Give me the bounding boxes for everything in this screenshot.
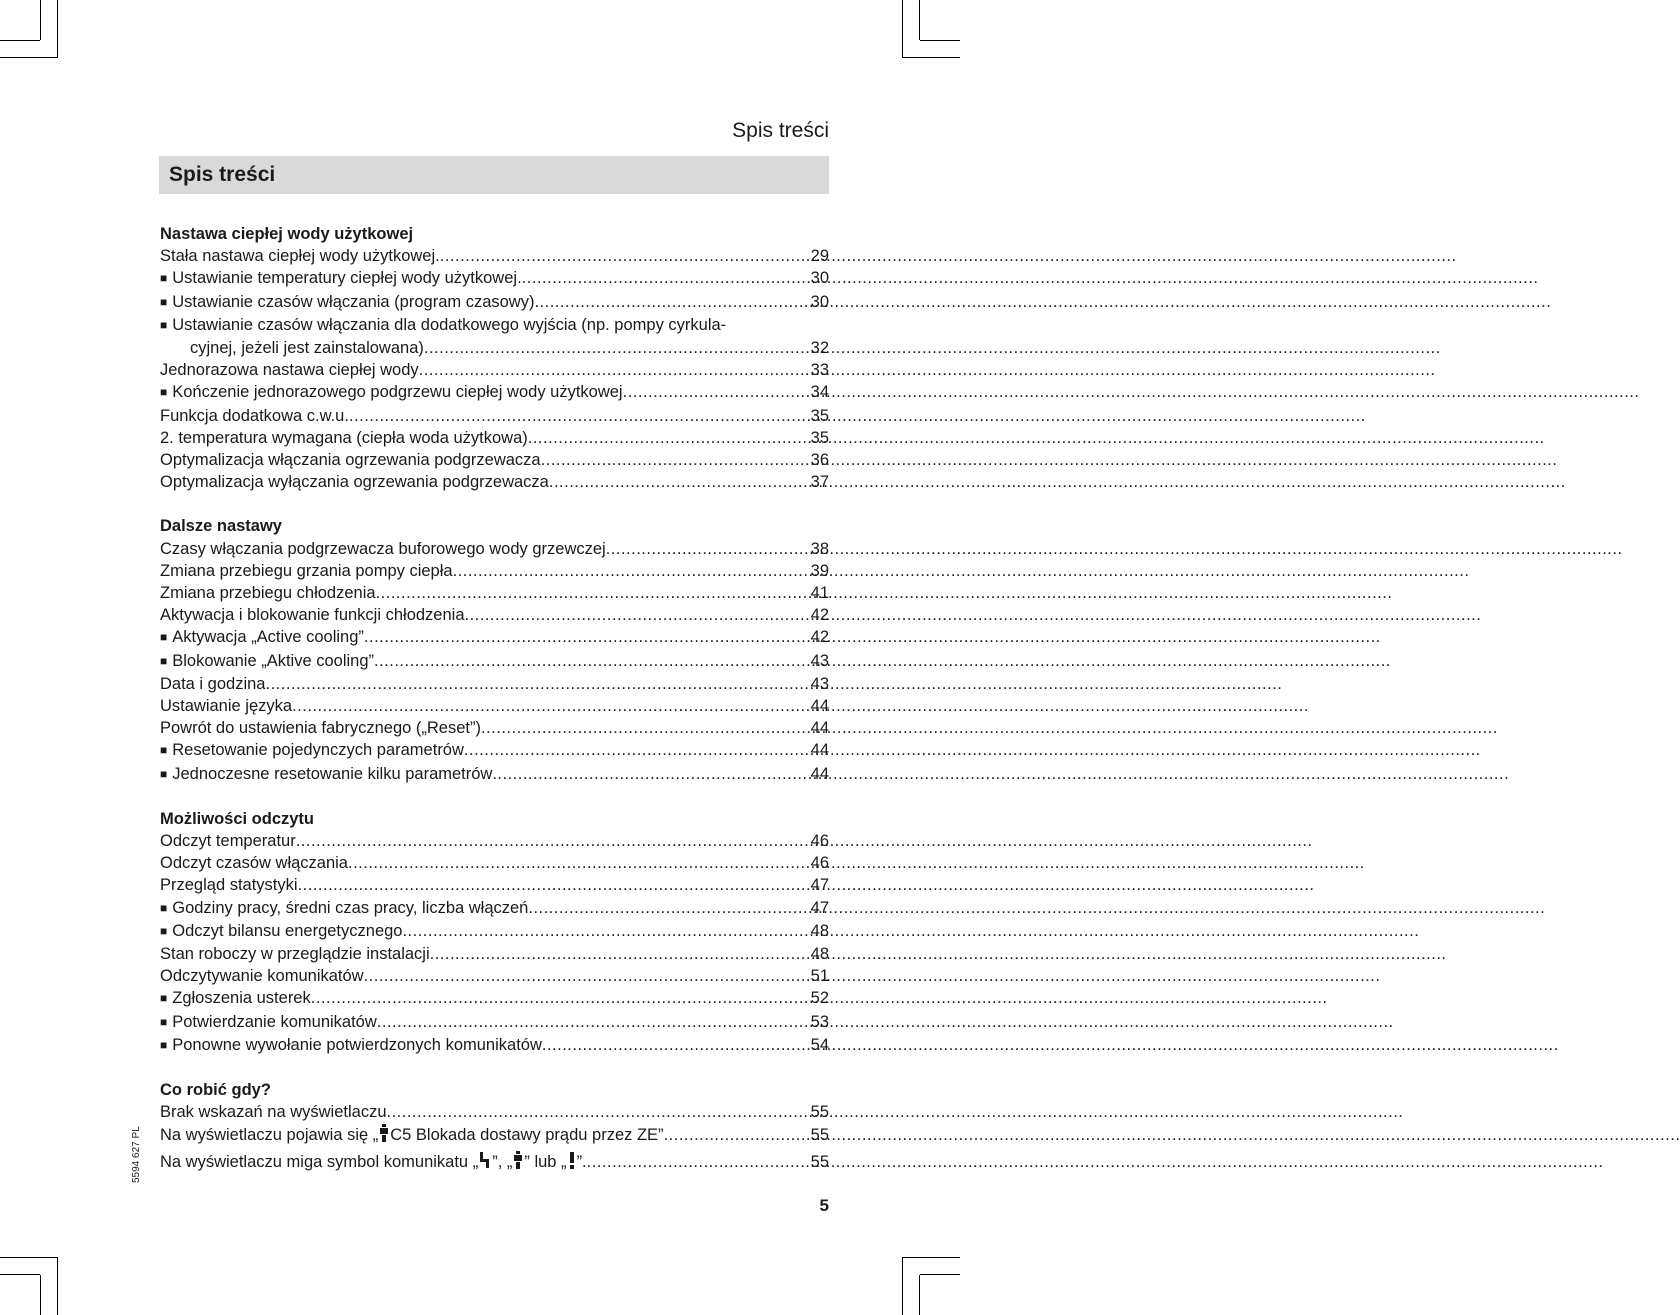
toc-entry[interactable] — [160, 245, 829, 267]
toc-entry[interactable] — [160, 582, 829, 604]
toc-entry-label: Optymalizacja wyłączania ogrzewania podgrzewacza — [160, 473, 549, 492]
toc-section — [160, 223, 829, 493]
toc-page-number: 44 — [810, 697, 829, 716]
toc-entry[interactable] — [160, 1123, 829, 1150]
service-plug-icon — [513, 1151, 523, 1177]
bullet-square-icon: ■ — [160, 653, 168, 668]
crop-mark-top-left-h — [0, 40, 40, 41]
toc-entry[interactable] — [160, 267, 829, 290]
crop-mark-top-left-h2 — [0, 57, 58, 58]
toc-entry[interactable] — [160, 1011, 829, 1034]
toc-page-number: 42 — [810, 606, 829, 625]
leader-dots — [453, 560, 793, 582]
toc-entry-label: Zgłoszenia usterek — [172, 989, 311, 1008]
toc-page-number: 29 — [810, 247, 829, 266]
toc-entry[interactable] — [160, 874, 829, 896]
leader-dots — [465, 604, 794, 626]
toc-page-number: 53 — [810, 1012, 829, 1031]
toc-page-number: 42 — [810, 628, 829, 647]
toc-entry-label: Data i godzina — [160, 674, 266, 693]
toc-page-number: 32 — [810, 339, 829, 357]
toc-entry-label: Przegląd statystyki — [160, 876, 298, 895]
toc-entry-text — [160, 717, 481, 739]
crop-mark-top-right-h2 — [902, 57, 960, 58]
toc-section-heading: Dalsze nastawy — [160, 517, 282, 536]
toc-page-number: 37 — [810, 473, 829, 492]
toc-entry-label: Kończenie jednorazowego podgrzewu ciepłej wody użytkowej — [172, 383, 623, 402]
toc-page-number: 51 — [810, 967, 829, 986]
toc-entry[interactable] — [160, 337, 829, 359]
leader-dots — [528, 427, 793, 449]
leader-dots — [377, 1011, 793, 1033]
bullet-square-icon: ■ — [160, 1037, 168, 1052]
toc-entry[interactable] — [160, 763, 829, 786]
toc-entry-text — [160, 604, 465, 626]
service-plug-icon — [379, 1124, 389, 1150]
toc-entry-text — [160, 1011, 377, 1034]
toc-page-number: 52 — [810, 989, 829, 1008]
toc-entry-text — [160, 626, 364, 649]
toc-entry-label: Resetowanie pojedynczych parametrów — [172, 741, 464, 760]
toc-section — [160, 808, 829, 1057]
crop-mark-top-left-v2 — [40, 0, 41, 40]
toc-entry-label: Na wyświetlaczu miga symbol komunikatu „ — [160, 1153, 479, 1172]
toc-entry[interactable] — [160, 449, 829, 471]
crop-mark-bottom-right-h — [902, 1257, 960, 1258]
toc-entry-text — [160, 1150, 587, 1177]
toc-page-number: 35 — [810, 428, 829, 447]
leader-dots — [311, 987, 793, 1009]
toc-entry-text — [160, 381, 623, 404]
toc-entry-text — [160, 943, 430, 965]
leader-dots — [349, 405, 793, 427]
chapter-title-band — [159, 156, 829, 194]
toc-entry-text — [160, 1101, 387, 1123]
crop-mark-bottom-right-v — [902, 1257, 903, 1315]
toc-entry-label: Odczyt bilansu energetycznego — [172, 921, 403, 940]
toc-page-number: 55 — [810, 1126, 829, 1145]
toc-entry-label: Funkcja dodatkowa c.w.u. — [160, 406, 349, 425]
toc-entry-label: Aktywacja i blokowanie funkcji chłodzenia — [160, 606, 465, 625]
toc-entry[interactable] — [160, 1150, 829, 1177]
toc-entry-label: Jednoczesne resetowanie kilku parametrów — [172, 764, 493, 783]
toc-entry-text — [160, 560, 453, 582]
toc-entry[interactable] — [160, 830, 829, 852]
bullet-square-icon: ■ — [160, 294, 168, 309]
toc-entry-text — [160, 405, 349, 427]
toc-entry[interactable] — [160, 920, 829, 943]
exclamation-icon — [568, 1151, 576, 1177]
toc-page-number: 44 — [810, 719, 829, 738]
toc-entry[interactable] — [160, 650, 829, 673]
toc-entry-text — [160, 1034, 542, 1057]
crop-mark-bottom-left-v2 — [40, 1275, 41, 1315]
toc-entry-label: Blokowanie „Aktive cooling” — [172, 651, 375, 670]
toc-page-number: 38 — [810, 539, 829, 558]
toc-page-number: 41 — [810, 584, 829, 603]
crop-mark-top-right-h — [920, 40, 960, 41]
toc-entry[interactable] — [160, 626, 829, 649]
leader-dots — [440, 245, 793, 267]
toc-entry[interactable] — [160, 739, 829, 762]
toc-entry[interactable] — [160, 987, 829, 1010]
page-number: 5 — [819, 1196, 829, 1215]
leader-dots — [296, 830, 793, 852]
toc-page-number: 36 — [810, 451, 829, 470]
toc-section-heading: Co robić gdy? — [160, 1081, 271, 1100]
toc-entry-label: Stała nastawa ciepłej wody użytkowej. — [160, 247, 440, 266]
bullet-square-icon: ■ — [160, 743, 168, 758]
toc-entry-text — [160, 965, 364, 987]
table-of-contents — [160, 223, 829, 1199]
leader-dots — [364, 965, 793, 987]
toc-entry-text — [160, 427, 528, 449]
chapter-title: Spis treści — [169, 163, 276, 186]
toc-entry-text — [160, 695, 292, 717]
crop-mark-bottom-right-v2 — [919, 1275, 920, 1315]
toc-entry-label: Optymalizacja włączania ogrzewania podgrzewacza — [160, 451, 541, 470]
toc-entry-label: Ustawianie temperatury ciepłej wody użytkowej. — [172, 269, 522, 288]
toc-page-number: 44 — [810, 741, 829, 760]
toc-entry-label: Aktywacja „Active cooling” — [172, 628, 364, 647]
leader-dots — [481, 717, 793, 739]
leader-dots — [464, 739, 793, 761]
toc-entry-text — [190, 337, 424, 359]
toc-page-number: 46 — [810, 832, 829, 851]
toc-entry[interactable] — [160, 560, 829, 582]
toc-entry-label: Zmiana przebiegu grzania pompy ciepła — [160, 561, 453, 580]
leader-dots — [266, 673, 794, 695]
toc-entry[interactable] — [160, 943, 829, 965]
toc-entry-text — [160, 538, 606, 560]
leader-dots — [492, 763, 793, 785]
toc-entry[interactable] — [160, 852, 829, 874]
toc-entry-label: Zmiana przebiegu chłodzenia — [160, 584, 376, 603]
bullet-square-icon: ■ — [160, 385, 168, 400]
toc-entry[interactable] — [160, 1034, 829, 1057]
toc-entry-label: C5 Blokada dostawy prądu przez ZE” — [390, 1126, 664, 1145]
leader-dots — [430, 943, 793, 965]
toc-entry[interactable] — [160, 604, 829, 626]
toc-entry[interactable] — [160, 695, 829, 717]
bullet-square-icon: ■ — [160, 991, 168, 1006]
toc-entry-label: Powrót do ustawienia fabrycznego („Reset”) — [160, 719, 481, 738]
toc-entry-label: Na wyświetlaczu pojawia się „ — [160, 1126, 379, 1145]
crop-mark-top-left-v — [57, 0, 58, 58]
toc-entry-label: Ustawianie czasów włączania (program czasowy) — [172, 292, 535, 311]
leader-dots — [298, 874, 793, 896]
toc-entry-text — [160, 1123, 664, 1150]
toc-entry-label: Odczytywanie komunikatów — [160, 967, 364, 986]
toc-entry-text — [160, 874, 298, 896]
toc-entry[interactable] — [160, 471, 829, 493]
toc-section-heading: Możliwości odczytu — [160, 809, 315, 828]
leader-dots — [374, 650, 793, 672]
toc-page-number: 44 — [810, 764, 829, 783]
crop-mark-top-right-v2 — [919, 0, 920, 40]
leader-dots — [376, 582, 793, 604]
toc-entry-line1[interactable] — [160, 314, 829, 337]
toc-entry-text — [160, 245, 440, 267]
toc-entry-label: ” lub „ — [524, 1153, 567, 1172]
toc-page-number: 30 — [810, 292, 829, 311]
toc-entry-text — [160, 739, 464, 762]
toc-entry-text — [160, 830, 296, 852]
toc-entry-label: Ustawianie języka — [160, 697, 293, 716]
toc-entry-label: Ustawianie czasów włączania dla dodatkowego wyjścia (np. pompy cyrkula- — [172, 315, 727, 334]
leader-dots — [419, 359, 793, 381]
fault-symbol-icon — [479, 1151, 491, 1177]
crop-mark-top-right-v — [902, 0, 903, 58]
toc-entry-label: ”. — [576, 1153, 587, 1172]
toc-entry[interactable] — [160, 1101, 829, 1123]
leader-dots — [541, 449, 793, 471]
toc-entry-text — [160, 291, 534, 314]
bullet-square-icon: ■ — [160, 766, 168, 781]
toc-page-number: 47 — [810, 898, 829, 917]
leader-dots — [623, 381, 793, 403]
leader-dots — [549, 471, 793, 493]
toc-entry[interactable] — [160, 381, 829, 404]
toc-page-number: 39 — [810, 561, 829, 580]
toc-page-number: 30 — [810, 269, 829, 288]
toc-entry-text — [160, 359, 419, 381]
toc-entry[interactable] — [160, 717, 829, 739]
toc-entry-label: Odczyt czasów włączania — [160, 854, 348, 873]
toc-page-number: 43 — [810, 651, 829, 670]
document-code: 5594 627 PL — [131, 1126, 142, 1183]
toc-entry-text — [160, 897, 528, 920]
toc-entry-label: Stan roboczy w przeglądzie instalacji — [160, 945, 430, 964]
toc-entry-label: cyjnej, jeżeli jest zainstalowana) — [190, 339, 424, 357]
toc-entry-text — [160, 471, 549, 493]
leader-dots — [534, 291, 793, 313]
toc-entry[interactable] — [160, 538, 829, 560]
toc-section — [160, 1079, 829, 1177]
toc-page-number: 55 — [810, 1153, 829, 1172]
toc-page-number: 43 — [810, 674, 829, 693]
crop-mark-bottom-left-h — [0, 1257, 58, 1258]
leader-dots — [402, 920, 793, 942]
toc-page-number: 35 — [810, 406, 829, 425]
toc-entry-text — [160, 673, 266, 695]
toc-entry-label: Czasy włączania podgrzewacza buforowego wody grzewczej — [160, 539, 606, 558]
toc-entry[interactable] — [160, 359, 829, 381]
leader-dots — [587, 1150, 793, 1175]
leader-dots — [424, 337, 793, 359]
leader-dots — [292, 695, 793, 717]
crop-mark-bottom-right-h2 — [920, 1274, 960, 1275]
toc-entry-text — [160, 267, 522, 290]
leader-dots — [348, 852, 793, 874]
toc-page-number: 48 — [810, 921, 829, 940]
toc-entry-text — [160, 852, 348, 874]
toc-entry-text — [160, 920, 402, 943]
leader-dots — [522, 267, 793, 289]
leader-dots — [664, 1123, 793, 1148]
toc-entry-text — [160, 582, 376, 604]
toc-entry-label: Odczyt temperatur — [160, 832, 296, 851]
toc-entry[interactable] — [160, 965, 829, 987]
toc-entry[interactable] — [160, 673, 829, 695]
bullet-square-icon: ■ — [160, 271, 168, 286]
leader-dots — [528, 897, 793, 919]
toc-entry[interactable] — [160, 405, 829, 427]
toc-page-number: 48 — [810, 945, 829, 964]
toc-page-number: 54 — [810, 1035, 829, 1054]
running-header-title: Spis treści — [732, 119, 829, 142]
toc-entry[interactable] — [160, 427, 829, 449]
toc-entry-text — [160, 650, 374, 673]
toc-page-number: 55 — [810, 1103, 829, 1122]
bullet-square-icon: ■ — [160, 900, 168, 915]
toc-entry[interactable] — [160, 897, 829, 920]
toc-section — [160, 515, 829, 785]
toc-page-number: 47 — [810, 876, 829, 895]
bullet-square-icon: ■ — [160, 630, 168, 645]
toc-entry[interactable] — [160, 291, 829, 314]
toc-entry-label: Jednorazowa nastawa ciepłej wody — [160, 361, 419, 380]
toc-entry-text — [160, 987, 311, 1010]
toc-page-number: 34 — [810, 383, 829, 402]
bullet-square-icon: ■ — [160, 923, 168, 938]
crop-mark-bottom-left-h2 — [0, 1274, 40, 1275]
toc-entry-text — [160, 763, 492, 786]
leader-dots — [606, 538, 793, 560]
toc-page-number: 46 — [810, 854, 829, 873]
toc-entry-label: Ponowne wywołanie potwierdzonych komunikatów — [172, 1035, 542, 1054]
toc-entry-label: Godziny pracy, średni czas pracy, liczba włączeń — [172, 898, 529, 917]
toc-entry-label: 2. temperatura wymagana (ciepła woda użytkowa) — [160, 428, 528, 447]
leader-dots — [542, 1034, 793, 1056]
leader-dots — [364, 626, 793, 648]
crop-mark-bottom-left-v — [57, 1257, 58, 1315]
toc-entry-text — [160, 449, 541, 471]
toc-section-heading: Nastawa ciepłej wody użytkowej — [160, 225, 414, 243]
toc-entry-label: Brak wskazań na wyświetlaczu — [160, 1103, 387, 1122]
bullet-square-icon: ■ — [160, 1014, 168, 1029]
toc-entry-label: ”, „ — [492, 1153, 513, 1172]
toc-page-number: 33 — [810, 361, 829, 380]
bullet-square-icon: ■ — [160, 317, 168, 332]
leader-dots — [387, 1101, 793, 1123]
toc-entry-label: Potwierdzanie komunikatów — [172, 1012, 377, 1031]
